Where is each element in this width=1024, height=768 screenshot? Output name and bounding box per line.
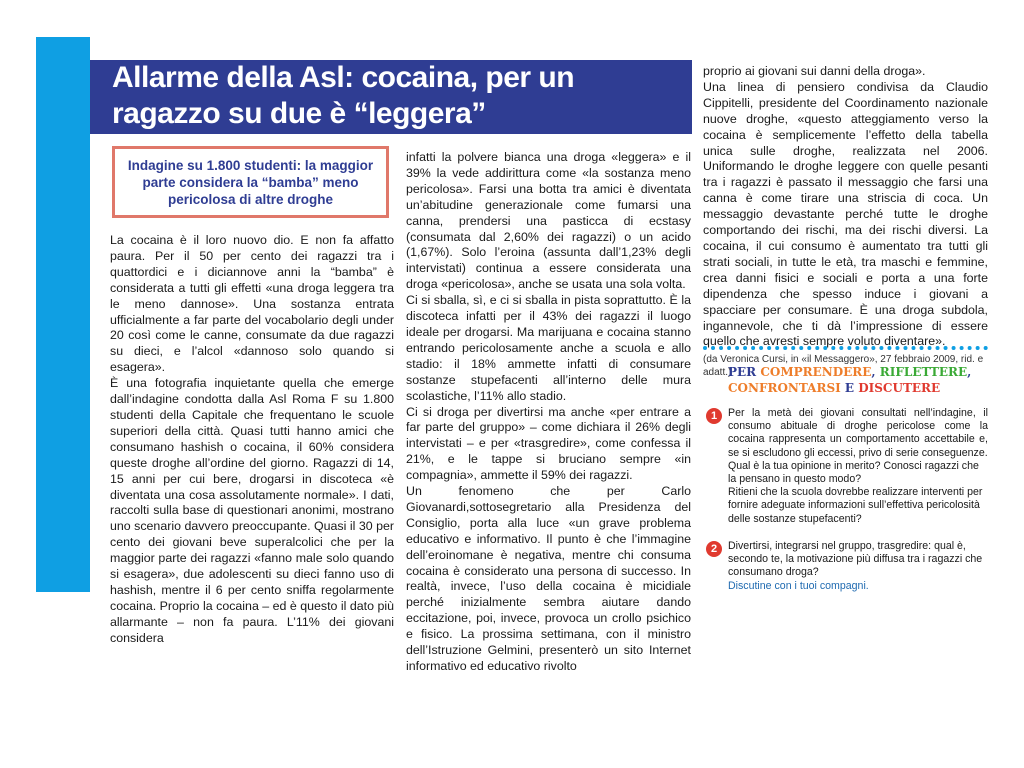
paragraph: Una linea di pensiero condivisa da Claudio Cippitelli, presidente del Coordinamento nazionale nuove droghe, «questo atteggiamento verso la cocaina è semplicemente l’effetto della tabella unica sulle droghe, realizzata nel 2006. Uniformando le droghe leggere con quelle pesanti tra i ragazzi è passato il messaggio che farsi una canna è come tirare una striscia di coca. Un messaggio devastante perché tutte le droghe comportando dei rischi, ma dei rischi diversi. La cocaina, il cui consumo è aumentato tra tutti gli strati sociali, in tutte le età, tra maschi e femmine, crea danni fisici e sociali e porta a una forte dipendenza che spesso induce i giovani a spacciare per consumare. È una droga subdola, ingannevole, che ti dà l’impressione di essere quello che avresti sempre voluto diventare». (703, 79, 988, 349)
side-color-band (36, 37, 90, 592)
dotted-divider (703, 346, 988, 350)
paragraph: Ci si sballa, sì, e ci si sballa in pista soprattutto. È la discoteca infatti per il 43% dei ragazzi il luogo ideale per drogarsi. Ma marijuana e cocaina stanno entrando pericolosamente anche a scuola e allo stadio: il 18% ammette infatti di consumare sostanze stupefacenti all’interno delle mura scolastiche, l’11% allo stadio. (406, 293, 691, 403)
heading-riflettere: RIFLETTERE (879, 365, 968, 379)
discussion-prompt: Discutine con i tuoi compagni. (728, 579, 869, 592)
text-column-1 (110, 233, 394, 647)
heading-discutere: DISCUTERE (858, 381, 941, 395)
article-title: Allarme della Asl: cocaina, per un ragazzo su due è “leggera” (112, 61, 575, 130)
exercise-question: Qual è la tua opinione in merito? Conosci ragazzi che la pensano in questo modo? (728, 459, 979, 486)
exercise-question: Ritieni che la scuola dovrebbe realizzare interventi per fornire adeguate informazioni sull’effettiva pericolosità delle sostanze stupefacenti? (728, 486, 983, 525)
article-subtitle: Indagine su 1.800 studenti: la maggior parte considera la “bamba” meno pericolosa di altre droghe (127, 157, 374, 207)
text-column-2 (406, 150, 691, 675)
exercise-text: Per la metà dei giovani consultati nell’indagine, il consumo abituale di droghe pericolose come la cocaina rappresenta un comportamento accettabile e, se si escludono gli eccessi, privo di serie conseguenze. (728, 407, 988, 459)
heading-comprendere: COMPRENDERE (760, 365, 872, 379)
exercise-text: Divertirsi, integrarsi nel gruppo, trasgredire: qual è, secondo te, la motivazione più diffusa tra i ragazzi che consumano droga? (728, 540, 983, 579)
heading-e: E (840, 381, 859, 395)
exercise-heading (728, 364, 990, 396)
paragraph: È una fotografia inquietante quella che emerge dall’indagine condotta dalla Asl Roma F su 1.800 studenti della Capitale che frequentano le scuole superiori della città. Quasi tutti hanno amici che consumano hashish o cocaina, il 60% considera queste droghe all’ordine del giorno. Ragazzi di 14, 15 anni per cui bere, drogarsi in discoteca «è diventata una cosa assolutamente normale». I dati, raccolti sulla base di questionari anonimi, mostrano uno scenario davvero preoccupante. Quasi il 30 per cento dei giovani beve superalcolici che per la maggior parte dei ragazzi «fanno male solo quando si esagera», due adolescenti su dieci fanno uso di hashish, mentre il 6 per cento sniffa regolarmente cocaina. Proprio la cocaina – ed è questo il dato più allarmante – non fa paura. L’11% dei giovani considera (110, 376, 394, 645)
paragraph: infatti la polvere bianca una droga «leggera» e il 39% la vede addirittura come «la sostanza meno pericolosa». Farsi una botta tra amici è diventata un’abitudine generazionale come fumarsi una canna, prendersi una pasticca di ecstasy (consumata dal 2,60% dei ragazzi) o un acido (1,67%). Solo l’eroina (assunta dall’1,23% degli intervistati) continua a essere considerata una droga «pericolosa», anche se usata una sola volta. (406, 150, 691, 292)
number-badge-icon: 2 (706, 541, 722, 557)
heading-sep: , (871, 365, 880, 379)
number-badge-icon: 1 (706, 408, 722, 424)
paragraph: Un fenomeno che per Carlo Giovanardi,sottosegretario alla Presidenza del Consiglio, porta alla luce «un grave problema educativo e informativo. Il punto è che l’immagine dell’eroinomane è negativa, mentre chi consuma cocaina è considerato una persona di successo. In realtà, invece, l’uso della cocaina è micidiale perché inizialmente sembra aiutare dando eccitazione, poi, invece, provoca un crollo psichico e fisico. La prossima settimana, con il ministro dell’Istruzione Gelmini, presenterò un sito Internet informativo ed educativo rivolto (406, 484, 691, 673)
text-column-3 (703, 64, 988, 379)
heading-sep: , (967, 365, 972, 379)
paragraph: Ci si droga per divertirsi ma anche «per entrare a far parte del gruppo» – come dichiara il 26% degli intervistati – e per «trasgredire», come confessa il 21%, e le tappe si bruciano sempre «in compagnia», ammette il 59% dei ragazzi. (406, 404, 691, 483)
source-citation: (da Veronica Cursi, in «il Messaggero», 27 febbraio 2009, rid. e adatt.) (703, 354, 984, 379)
exercise-item-2 (706, 540, 988, 593)
exercise-item-1 (706, 407, 988, 526)
subtitle-box (112, 146, 389, 218)
heading-per: PER (728, 365, 761, 379)
paragraph: La cocaina è il loro nuovo dio. E non fa affatto paura. Per il 50 per cento dei ragazzi tra i quattordici e i diciannove anni la “bamba” è considerata a tutti gli effetti «una droga leggera tra le meno dannose». Una sostanza entrata ufficialmente a far parte del vocabolario degli under 20 così come le canne, consumate da due ragazzi su dieci, e l’alcol «dannoso solo quando si esagera». (110, 233, 394, 375)
heading-confrontarsi: CONFRONTARSI (728, 381, 841, 395)
paragraph: proprio ai giovani sui danni della droga». (703, 64, 926, 78)
